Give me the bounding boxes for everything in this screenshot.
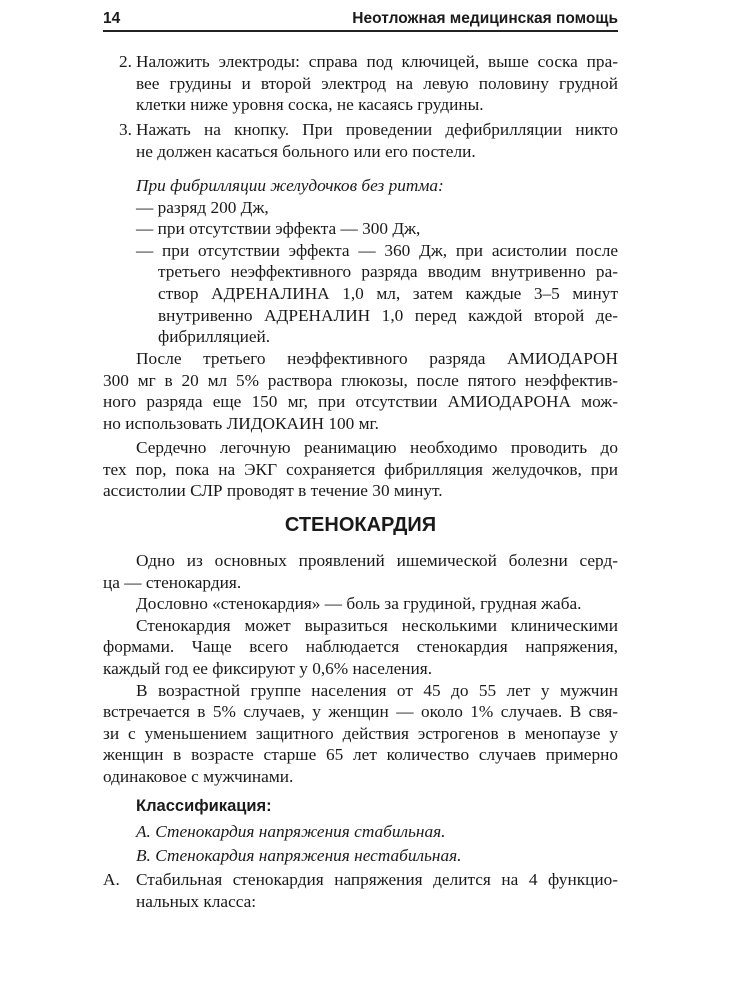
text-line: вее грудины и второй электрод на левую половину грудной bbox=[136, 73, 618, 93]
text-line: женщин в возрасте старше 65 лет количество случаев примерно bbox=[103, 745, 618, 765]
list-marker: 3. bbox=[119, 120, 132, 139]
bullet-item: — разряд 200 Дж, bbox=[136, 197, 269, 217]
text-line: внутривенно АДРЕНАЛИН 1,0 перед каждой второй де- bbox=[158, 305, 618, 325]
classification-item: В. Стенокардия напряжения нестабильная. bbox=[136, 845, 462, 865]
text-line: Стенокардия может выразиться несколькими клиническими bbox=[136, 615, 618, 635]
text-line: нальных класса: bbox=[136, 891, 257, 911]
text-line: Дословно «стенокардия» — боль за грудиной, грудная жаба. bbox=[136, 594, 582, 614]
text-line: ца — стенокардия. bbox=[103, 572, 242, 592]
text-line: Нажать на кнопку. При проведении дефибрилляции никто bbox=[136, 120, 618, 139]
text-line: ного разряда еще 150 мг, при отсутствии АМИОДАРОНА мож- bbox=[103, 392, 618, 412]
running-title: Неотложная медицинская помощь bbox=[352, 10, 618, 27]
text-line: створ АДРЕНАЛИНА 1,0 мл, затем каждые 3–5 минут bbox=[158, 283, 618, 303]
text-line: одинаковое с мужчинами. bbox=[103, 766, 294, 786]
text-line: каждый год ее фиксируют у 0,6% населения. bbox=[103, 658, 433, 678]
classification-list bbox=[103, 821, 618, 866]
classification-heading: Классификация: bbox=[136, 797, 272, 815]
text-line: Наложить электроды: справа под ключицей, выше соска пра- bbox=[136, 52, 618, 71]
list-item-2 bbox=[103, 51, 618, 116]
text-line: Одно из основных проявлений ишемической болезни серд- bbox=[136, 551, 618, 570]
text-line: но использовать ЛИДОКАИН 100 мг. bbox=[103, 413, 379, 433]
text-line: клетки ниже уровня соска, не касаясь грудины. bbox=[136, 95, 484, 115]
text-line: зи с уменьшением защитного действия эстрогенов в менопаузе у bbox=[103, 723, 618, 743]
bullet-item: — при отсутствии эффекта — 360 Дж, при асистолии после bbox=[136, 240, 618, 260]
paragraph-amiodarone bbox=[103, 348, 618, 434]
list-item-a bbox=[103, 869, 618, 912]
text-line: тех пор, пока на ЭКГ сохраняется фибрилляция желудочков, при bbox=[103, 459, 618, 479]
text-line: фибрилляцией. bbox=[158, 327, 271, 347]
running-header bbox=[103, 8, 618, 32]
text-line: не должен касаться больного или его постели. bbox=[136, 141, 476, 161]
text-line: 300 мг в 20 мл 5% раствора глюкозы, после пятого неэффектив- bbox=[103, 370, 618, 390]
paragraph-cpr bbox=[103, 437, 618, 502]
section-title: СТЕНОКАРДИЯ bbox=[284, 514, 437, 536]
bullet-item: — при отсутствии эффекта — 300 Дж, bbox=[136, 219, 421, 239]
text-line: формами. Чаще всего наблюдается стенокардия напряжения, bbox=[103, 637, 618, 657]
text-line: Сердечно легочную реанимацию необходимо проводить до bbox=[136, 438, 618, 457]
italic-subheading: При фибрилляции желудочков без ритма: bbox=[136, 176, 444, 195]
list-marker: 2. bbox=[119, 52, 132, 71]
list-marker: А. bbox=[103, 870, 120, 889]
text-line: ассистолии СЛР проводят в течение 30 минут. bbox=[103, 481, 443, 501]
text-line: третьего неэффективного разряда вводим внутривенно ра- bbox=[158, 262, 618, 282]
text-line: После третьего неэффективного разряда АМИОДАРОН bbox=[136, 349, 618, 368]
vf-protocol bbox=[103, 175, 618, 348]
paragraph-angina-intro bbox=[103, 550, 618, 788]
text-line: Стабильная стенокардия напряжения делится на 4 функцио- bbox=[136, 870, 618, 889]
text-line: В возрастной группе населения от 45 до 55 лет у мужчин bbox=[136, 680, 618, 700]
page-number: 14 bbox=[103, 10, 121, 27]
list-item-3 bbox=[103, 119, 618, 162]
text-line: встречается в 5% случаев, у женщин — около 1% случаев. В свя- bbox=[103, 702, 618, 722]
classification-item: А. Стенокардия напряжения стабильная. bbox=[136, 822, 446, 841]
